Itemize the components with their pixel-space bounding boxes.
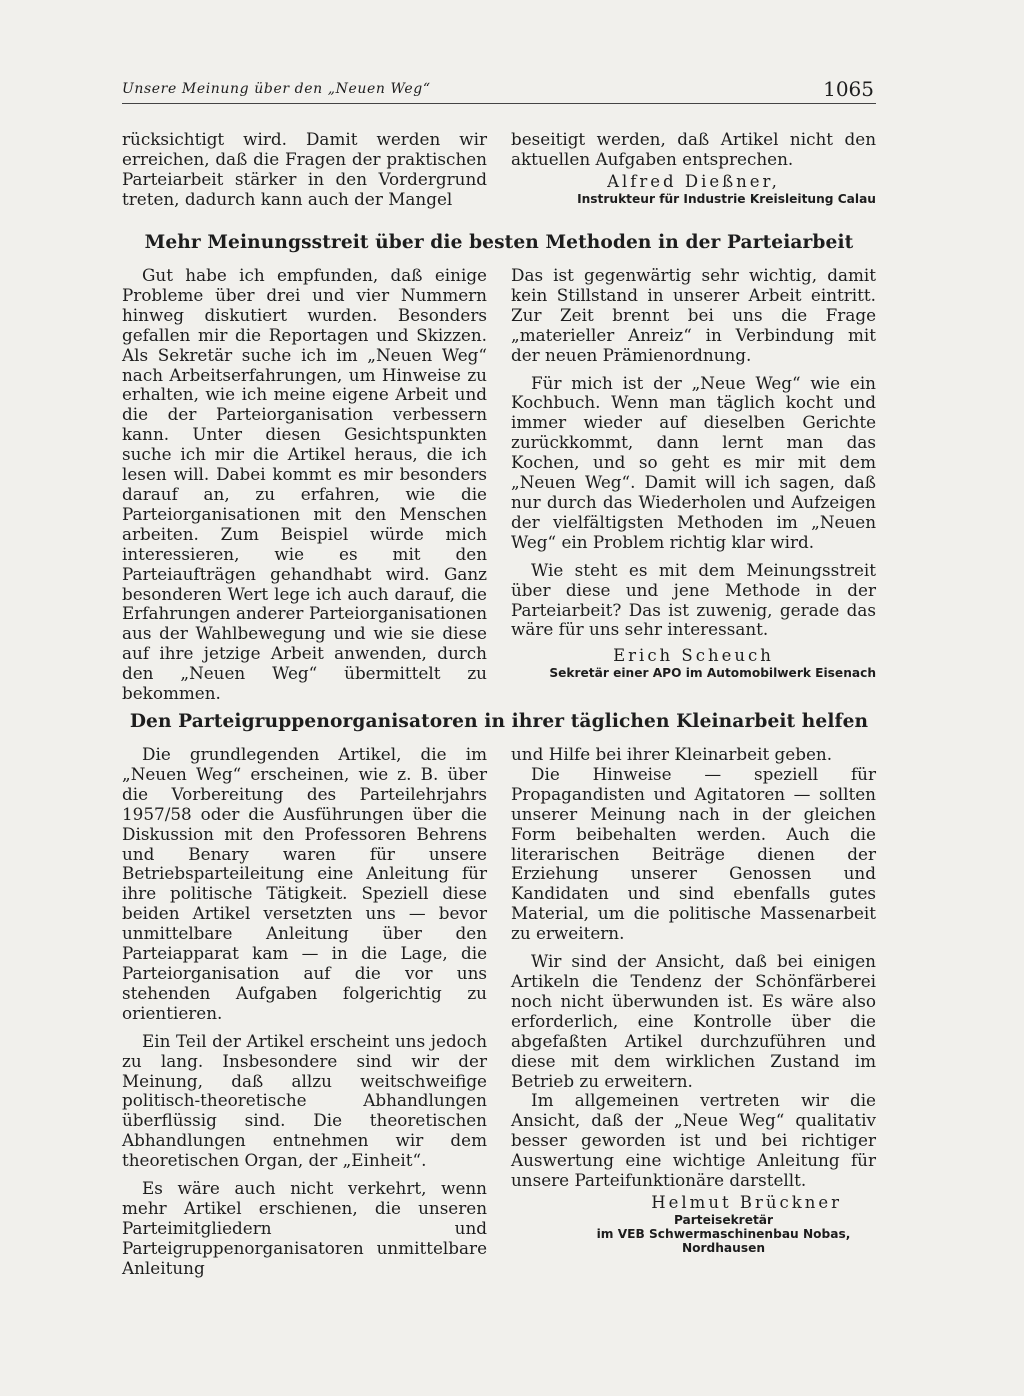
author-affiliation: Instrukteur für Industrie Kreisleitung Calau — [577, 191, 876, 206]
paragraph: Die grundlegenden Artikel, die im „Neuen Weg“ erscheinen, wie z. B. über die Vorbereitung des Parteilehrjahrs 1957/58 oder die Ausführungen über die Diskussion mit den Professoren Behrens und Benary waren für unsere Betriebsparteileitung eine Anleitung für ihre politische Tätigkeit. Speziell diese beiden Artikel versetzten uns — bevor unmittelbare Anleitung über den Parteiapparat kam — in die Lage, die Parteiorganisation auf die vor uns stehenden Aufgaben folgerichtig zu orientieren. — [122, 744, 487, 1023]
section3-right-column — [511, 745, 876, 1255]
author-affiliation: Sekretär einer APO im Automobilwerk Eisenach — [549, 666, 876, 681]
section1-right-column — [511, 130, 876, 206]
paragraph: beseitigt werden, daß Artikel nicht den aktuellen Aufgaben entsprechen. — [511, 129, 876, 169]
paragraph: rücksichtigt wird. Damit werden wir erreichen, daß die Fragen der praktischen Parteiarbeit stärker in den Vordergrund treten, dadurch kann auch der Mangel — [122, 129, 487, 209]
section2-right-column — [511, 266, 876, 680]
paragraph: Gut habe ich empfunden, daß einige Probleme über drei und vier Nummern hinweg diskutiert wurden. Besonders gefallen mir die Reportagen und Skizzen. Als Sekretär suche ich im „Neuen Weg“ nach Arbeitserfahrungen, um Hinweise zu erhalten, wie ich meine eigene Arbeit und die der Parteiorganisation verbessern kann. Unter diesen Gesichtspunkten suche ich mir die Artikel heraus, die ich lesen will. Dabei kommt es mir besonders darauf an, zu erfahren, wie die Parteiorganisationen mit den Menschen arbeiten. Zum Beispiel würde mich interessieren, wie es mit den Parteiaufträgen gehandhabt wird. Ganz besonderen Wert lege ich auch darauf, die Erfahrungen anderer Parteiorganisationen aus der Wahlbewegung und wie sie diese auf ihre jetzige Arbeit anwenden, durch den „Neuen Weg“ übermittelt zu bekommen. — [122, 265, 487, 704]
running-title: Unsere Meinung über den „Neuen Weg“ — [122, 81, 431, 97]
author-affiliation-line: Parteisekretär — [673, 1212, 774, 1227]
page-number: 1065 — [823, 77, 874, 101]
author-signature: Helmut Brückner — [651, 1192, 842, 1212]
section3-left-column — [122, 745, 487, 1279]
paragraph: Wir sind der Ansicht, daß bei einigen Artikeln die Tendenz der Schönfärberei noch nicht überwunden ist. Es wäre also erforderlich, eine Kontrolle über die abgefaßten Artikel durchzuführen und diese mit dem wirklichen Zustand im Betrieb zu erweitern. — [511, 951, 876, 1091]
running-header — [122, 79, 876, 104]
paragraph: Die Hinweise — speziell für Propagandisten und Agitatoren — sollten unserer Meinung nach in der gleichen Form beibehalten werden. Auch die literarischen Beiträge dienen der Erziehung unserer Genossen und Kandidaten und sind ebenfalls gutes Material, um die politische Massenarbeit zu erweitern. — [511, 763, 876, 944]
paragraph: Im allgemeinen vertreten wir die Ansicht, daß der „Neue Weg“ qualitativ besser geworden ist und bei richtiger Auswertung eine wichtige Anleitung für unsere Parteifunktionäre darstellt. — [511, 1090, 876, 1191]
author-signature: Erich Scheuch — [613, 646, 774, 666]
paragraph: Für mich ist der „Neue Weg“ wie ein Kochbuch. Wenn man täglich kocht und immer wieder auf dieselben Gerichte zurückkommt, dann lernt man das Kochen, und so geht es mir mit dem „Neuen Weg“. Damit will ich sagen, daß nur durch das Wiederholen und Aufzeigen der vielfältigsten Methoden im „Neuen Weg“ ein Problem richtig klar wird. — [511, 372, 876, 552]
author-affiliation-line: im VEB Schwermaschinenbau Nobas, — [596, 1226, 851, 1241]
paragraph: und Hilfe bei ihrer Kleinarbeit geben. — [511, 744, 833, 764]
paragraph: Es wäre auch nicht verkehrt, wenn mehr Artikel erschienen, die unseren Parteimitgliedern und Parteigruppenorganisatoren unmittelbare Anleitung — [122, 1178, 487, 1278]
paragraph: Wie steht es mit dem Meinungsstreit über diese und jene Methode in der Parteiarbeit? Das ist zuwenig, gerade das wäre für uns sehr interessant. — [511, 559, 876, 640]
article-heading: Mehr Meinungsstreit über die besten Methoden in der Parteiarbeit — [144, 232, 854, 253]
section2-left-column — [122, 266, 487, 704]
author-affiliation-line: Nordhausen — [681, 1240, 766, 1255]
section1-left-column — [122, 130, 487, 210]
paragraph: Ein Teil der Artikel erscheint uns jedoch zu lang. Insbesondere sind wir der Meinung, daß allzu weitschweifige politisch-theoretische Abhandlungen überflüssig sind. Die theoretischen Abhandlungen entnehmen wir dem theoretischen Organ, der „Einheit“. — [122, 1030, 487, 1171]
article-heading: Den Parteigruppenorganisatoren in ihrer täglichen Kleinarbeit helfen — [129, 711, 869, 732]
paragraph: Das ist gegenwärtig sehr wichtig, damit kein Stillstand in unserer Arbeit eintritt. Zur Zeit brennt bei uns die Frage „materieller Anreiz“ in Verbindung mit der neuen Prämienordnung. — [511, 265, 876, 365]
author-signature: Alfred Dießner, — [607, 171, 780, 191]
